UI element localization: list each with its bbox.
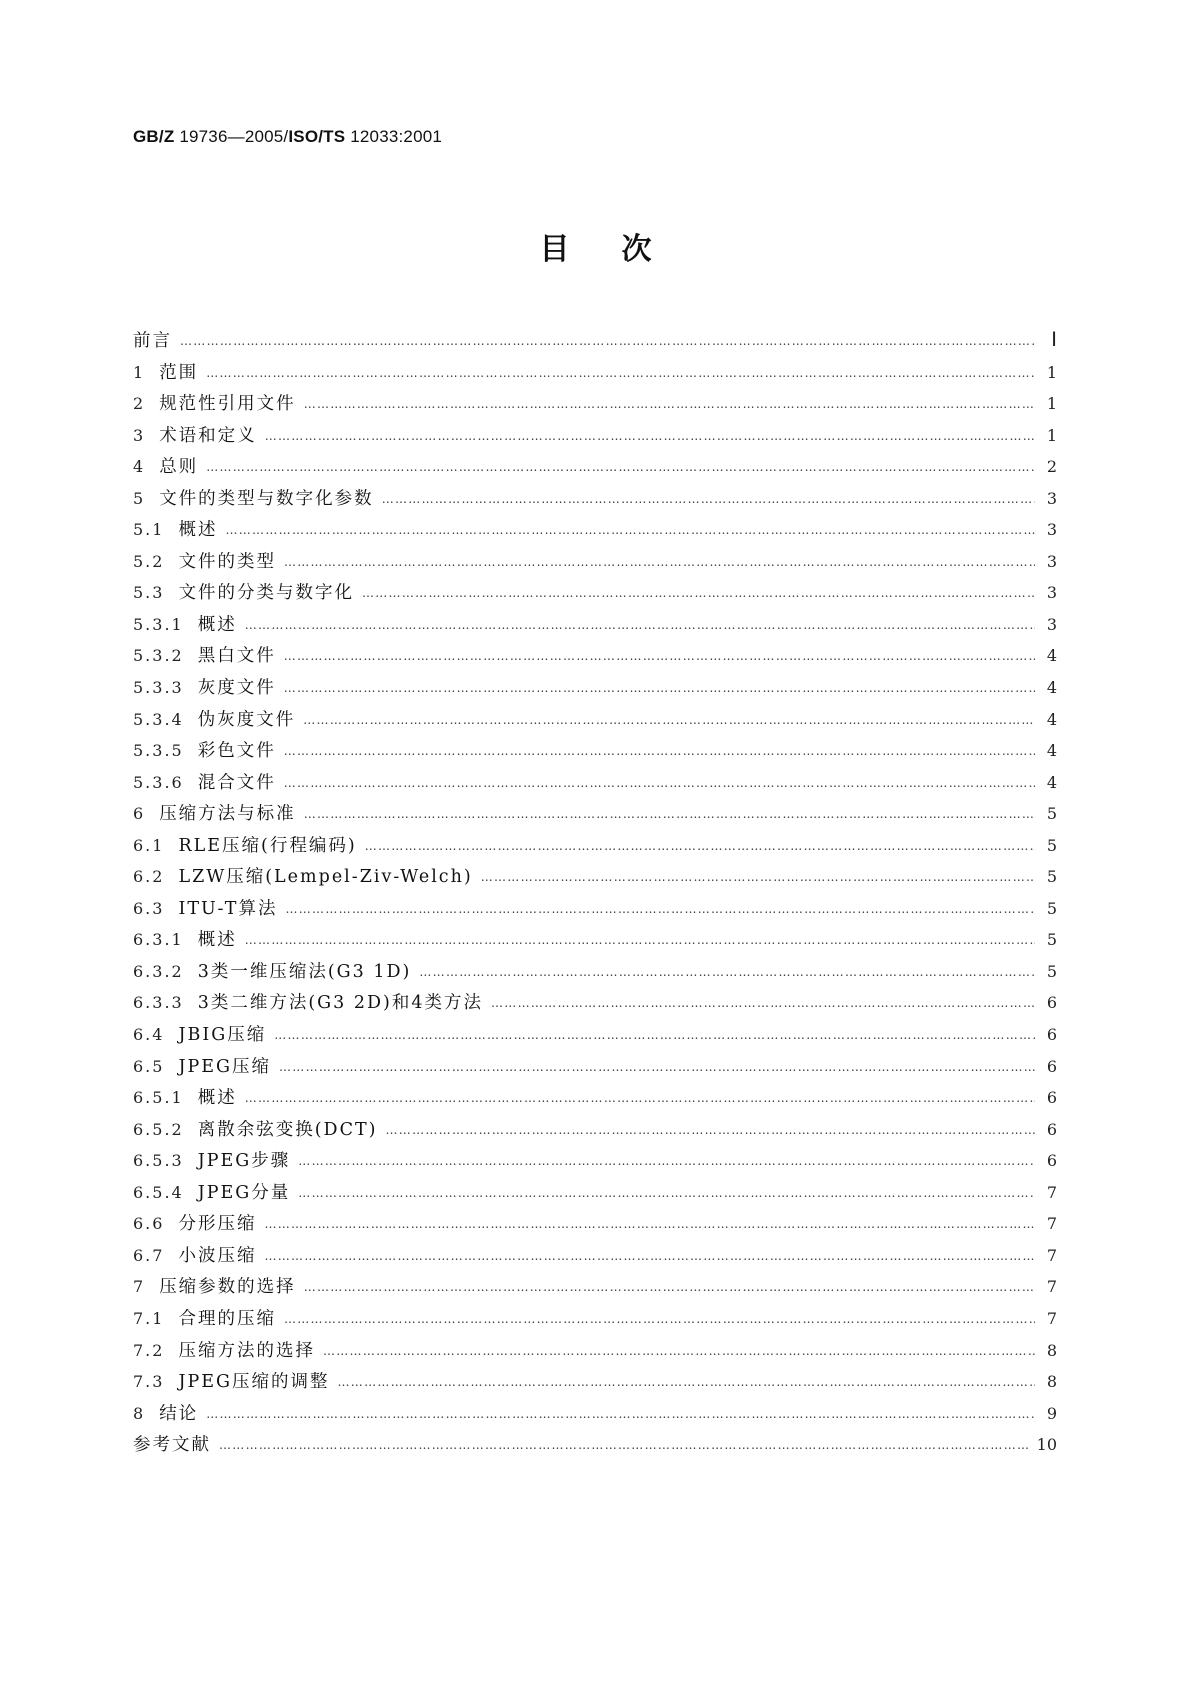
toc-entry-number: 7 xyxy=(133,1277,146,1297)
toc-entry-title: JBIG压缩 xyxy=(178,1025,267,1046)
toc-entry-number: 4 xyxy=(133,457,146,477)
toc-entry-title: JPEG压缩的调整 xyxy=(178,1372,330,1393)
toc-entry-number: 5 xyxy=(133,488,146,508)
toc-entry[interactable] xyxy=(133,546,1057,578)
toc-entry-page: 6 xyxy=(1046,993,1057,1013)
toc-entry-number: 5.3.2 xyxy=(133,646,184,666)
toc-entry-number: 6.5.3 xyxy=(133,1151,184,1171)
toc-entry-page: 5 xyxy=(1046,835,1057,855)
toc-leader-dots xyxy=(385,1115,1035,1147)
gb-code: GB/Z xyxy=(133,127,175,146)
toc-entry-page: 2 xyxy=(1046,457,1057,477)
toc-entry-title: 压缩方法的选择 xyxy=(178,1340,315,1361)
toc-entry-number: 6 xyxy=(133,804,146,824)
toc-entry-page: 5 xyxy=(1046,930,1057,950)
toc-entry-number: 5.3.5 xyxy=(133,741,184,761)
toc-entry-number: 6.3 xyxy=(133,898,165,918)
toc-entry-page: 5 xyxy=(1046,867,1057,887)
toc-entry-title: 伪灰度文件 xyxy=(197,709,296,730)
toc-entry-page: 7 xyxy=(1046,1182,1057,1202)
toc-entry-title: JPEG压缩 xyxy=(178,1056,271,1077)
toc-entry-number: 5.2 xyxy=(133,551,165,571)
toc-leader-dots xyxy=(304,799,1035,831)
toc-leader-dots xyxy=(285,894,1035,926)
toc-entry-page: 4 xyxy=(1046,741,1057,761)
toc-entry-title: 概述 xyxy=(178,520,218,541)
toc-entry[interactable] xyxy=(133,987,1057,1019)
toc-entry-page: 1 xyxy=(1046,362,1057,382)
toc-entry-page: 10 xyxy=(1036,1435,1057,1455)
toc-leader-dots xyxy=(180,326,1035,358)
toc-leader-dots xyxy=(206,358,1035,390)
toc-entry-title: ITU-T算法 xyxy=(178,898,278,919)
toc-entry-title: 离散余弦变换(DCT) xyxy=(197,1119,378,1140)
toc-entry-number: 5.3.1 xyxy=(133,614,184,634)
toc-entry[interactable] xyxy=(133,609,1057,641)
toc-entry[interactable] xyxy=(133,1177,1057,1209)
toc-leader-dots xyxy=(245,610,1035,642)
toc-entry-title: 前言 xyxy=(133,331,172,351)
toc-leader-dots xyxy=(264,1209,1035,1241)
toc-entry-page: 7 xyxy=(1046,1308,1057,1328)
toc-entry-number: 3 xyxy=(133,425,146,445)
toc-entry[interactable] xyxy=(133,388,1057,420)
iso-number: 12033:2001 xyxy=(345,127,443,146)
toc-entry-number: 2 xyxy=(133,394,146,414)
toc-entry-page: 7 xyxy=(1046,1245,1057,1265)
toc-entry[interactable] xyxy=(133,483,1057,515)
toc-entry[interactable] xyxy=(133,577,1057,609)
toc-leader-dots xyxy=(304,389,1035,421)
toc-entry-page: 6 xyxy=(1046,1151,1057,1171)
toc-leader-dots xyxy=(265,421,1035,453)
toc-entry-title: 概述 xyxy=(197,930,237,951)
toc-entry[interactable] xyxy=(133,1366,1057,1398)
toc-entry-page: 3 xyxy=(1046,583,1057,603)
toc-entry-page: 4 xyxy=(1046,709,1057,729)
toc-entry-page: 4 xyxy=(1046,772,1057,792)
toc-entry[interactable] xyxy=(133,1240,1057,1272)
toc-entry-title: 压缩方法与标准 xyxy=(159,804,296,825)
toc-entry-number: 5.3.4 xyxy=(133,709,184,729)
toc-entry-title: JPEG步骤 xyxy=(197,1151,291,1172)
toc-leader-dots xyxy=(338,1367,1036,1399)
toc-leader-dots xyxy=(284,673,1035,705)
toc-leader-dots xyxy=(245,925,1035,957)
toc-entry[interactable] xyxy=(133,640,1057,672)
toc-entry[interactable] xyxy=(133,1271,1057,1303)
table-of-contents xyxy=(133,325,1057,1461)
toc-entry-number: 6.5.4 xyxy=(133,1182,184,1202)
toc-entry-number: 5.1 xyxy=(133,520,165,540)
toc-entry[interactable] xyxy=(133,1145,1057,1177)
toc-leader-dots xyxy=(481,862,1035,894)
toc-entry-title: 压缩参数的选择 xyxy=(159,1277,296,1298)
toc-entry-title: 范围 xyxy=(159,362,199,383)
toc-leader-dots xyxy=(304,1272,1035,1304)
toc-entry-title: 分形压缩 xyxy=(178,1214,257,1235)
toc-entry-page: 5 xyxy=(1046,961,1057,981)
standard-code-header xyxy=(133,127,442,147)
toc-entry-title: 总则 xyxy=(159,457,199,478)
toc-entry-page: 3 xyxy=(1046,551,1057,571)
toc-entry[interactable] xyxy=(133,420,1057,452)
toc-leader-dots xyxy=(284,1304,1035,1336)
toc-leader-dots xyxy=(419,957,1035,989)
toc-entry[interactable] xyxy=(133,1114,1057,1146)
toc-entry-number: 7.3 xyxy=(133,1372,165,1392)
toc-leader-dots xyxy=(284,641,1035,673)
toc-entry-page: 3 xyxy=(1046,614,1057,634)
toc-entry-title: 小波压缩 xyxy=(178,1245,257,1266)
toc-leader-dots xyxy=(362,578,1035,610)
toc-entry-number: 5.3 xyxy=(133,583,165,603)
toc-entry[interactable] xyxy=(133,830,1057,862)
toc-leader-dots xyxy=(382,484,1035,516)
toc-entry[interactable] xyxy=(133,325,1057,357)
toc-entry-title: 黑白文件 xyxy=(197,646,276,667)
toc-entry[interactable] xyxy=(133,1303,1057,1335)
toc-entry-title: 术语和定义 xyxy=(159,425,257,446)
toc-entry-number: 6.2 xyxy=(133,867,165,887)
toc-entry-page: 6 xyxy=(1046,1056,1057,1076)
toc-entry-title: 混合文件 xyxy=(197,772,276,793)
toc-entry-page: 1 xyxy=(1046,425,1057,445)
toc-entry-number: 6.3.2 xyxy=(133,961,184,981)
toc-entry-number: 6.4 xyxy=(133,1025,165,1045)
toc-entry[interactable] xyxy=(133,1082,1057,1114)
toc-entry-number: 1 xyxy=(133,362,146,382)
toc-entry[interactable] xyxy=(133,767,1057,799)
toc-entry[interactable] xyxy=(133,798,1057,830)
toc-leader-dots xyxy=(225,515,1035,547)
toc-entry[interactable] xyxy=(133,861,1057,893)
toc-entry-page: 1 xyxy=(1046,394,1057,414)
toc-entry[interactable] xyxy=(133,1429,1057,1461)
toc-entry-number: 6.3.1 xyxy=(133,930,184,950)
toc-entry-page: 5 xyxy=(1046,898,1057,918)
toc-entry-title: 概述 xyxy=(197,1088,237,1109)
toc-entry[interactable] xyxy=(133,1208,1057,1240)
toc-entry-page: 3 xyxy=(1046,520,1057,540)
toc-entry-number: 6.5.2 xyxy=(133,1119,184,1139)
toc-leader-dots xyxy=(284,547,1035,579)
toc-entry-page: 8 xyxy=(1046,1340,1057,1360)
toc-entry-number: 7.1 xyxy=(133,1308,165,1328)
toc-entry[interactable] xyxy=(133,1335,1057,1367)
toc-entry-title: 文件的分类与数字化 xyxy=(178,583,354,604)
toc-entry-title: RLE压缩(行程编码) xyxy=(178,835,357,856)
toc-entry[interactable] xyxy=(133,514,1057,546)
toc-entry-title: 合理的压缩 xyxy=(178,1308,276,1329)
toc-entry-title: 文件的类型 xyxy=(178,551,276,572)
toc-entry[interactable] xyxy=(133,451,1057,483)
toc-leader-dots xyxy=(365,831,1035,863)
toc-entry-page: Ⅰ xyxy=(1051,329,1057,351)
toc-entry-number: 6.5.1 xyxy=(133,1088,184,1108)
toc-entry[interactable] xyxy=(133,956,1057,988)
toc-entry-page: 6 xyxy=(1046,1025,1057,1045)
toc-leader-dots xyxy=(284,736,1035,768)
toc-entry-page: 7 xyxy=(1046,1214,1057,1234)
toc-leader-dots xyxy=(206,452,1035,484)
toc-leader-dots xyxy=(219,1430,1029,1462)
toc-entry-page: 6 xyxy=(1046,1119,1057,1139)
toc-entry[interactable] xyxy=(133,357,1057,389)
toc-entry-page: 6 xyxy=(1046,1088,1057,1108)
toc-leader-dots xyxy=(298,1146,1035,1178)
toc-leader-dots xyxy=(284,768,1035,800)
toc-entry-title: 彩色文件 xyxy=(197,741,276,762)
toc-entry-number: 6.3.3 xyxy=(133,993,184,1013)
toc-entry[interactable] xyxy=(133,704,1057,736)
toc-entry-page: 3 xyxy=(1046,488,1057,508)
toc-entry-page: 7 xyxy=(1046,1277,1057,1297)
toc-entry-page: 5 xyxy=(1046,804,1057,824)
toc-entry[interactable] xyxy=(133,893,1057,925)
toc-leader-dots xyxy=(206,1399,1035,1431)
gb-number: 19736—2005/ xyxy=(174,127,289,146)
toc-entry-title: 参考文献 xyxy=(133,1435,211,1456)
toc-leader-dots xyxy=(274,1020,1035,1052)
toc-entry-title: 结论 xyxy=(159,1403,199,1424)
toc-entry-number: 6.7 xyxy=(133,1245,165,1265)
page-title: 目次 xyxy=(539,232,704,267)
toc-entry-number: 8 xyxy=(133,1403,146,1423)
toc-entry-title: 文件的类型与数字化参数 xyxy=(159,488,374,509)
toc-entry[interactable] xyxy=(133,1051,1057,1083)
toc-entry-page: 4 xyxy=(1046,678,1057,698)
toc-entry-number: 5.3.3 xyxy=(133,678,184,698)
toc-entry-number: 7.2 xyxy=(133,1340,165,1360)
toc-entry-title: JPEG分量 xyxy=(197,1182,291,1203)
toc-entry-title: 3类二维方法(G3 2D)和4类方法 xyxy=(197,993,483,1014)
toc-entry-number: 6.6 xyxy=(133,1214,165,1234)
toc-entry[interactable] xyxy=(133,735,1057,767)
toc-leader-dots xyxy=(298,1178,1035,1210)
toc-leader-dots xyxy=(303,705,1035,737)
toc-leader-dots xyxy=(245,1083,1035,1115)
toc-leader-dots xyxy=(323,1336,1035,1368)
toc-entry-page: 9 xyxy=(1046,1403,1057,1423)
toc-entry-title: 3类一维压缩法(G3 1D) xyxy=(197,961,412,982)
toc-entry-title: 灰度文件 xyxy=(197,678,276,699)
toc-leader-dots xyxy=(279,1052,1035,1084)
toc-entry-page: 8 xyxy=(1046,1372,1057,1392)
toc-entry-number: 6.1 xyxy=(133,835,165,855)
toc-leader-dots xyxy=(264,1241,1035,1273)
iso-code: ISO/TS xyxy=(288,127,346,146)
toc-leader-dots xyxy=(491,988,1035,1020)
toc-entry-title: LZW压缩(Lempel-Ziv-Welch) xyxy=(178,867,473,888)
toc-entry[interactable] xyxy=(133,1019,1057,1051)
toc-entry[interactable] xyxy=(133,1398,1057,1430)
toc-entry-page: 4 xyxy=(1046,646,1057,666)
toc-entry-title: 规范性引用文件 xyxy=(159,394,296,415)
toc-entry-title: 概述 xyxy=(197,614,237,635)
toc-entry-number: 6.5 xyxy=(133,1056,165,1076)
toc-entry[interactable] xyxy=(133,672,1057,704)
toc-entry-number: 5.3.6 xyxy=(133,772,184,792)
toc-entry[interactable] xyxy=(133,924,1057,956)
